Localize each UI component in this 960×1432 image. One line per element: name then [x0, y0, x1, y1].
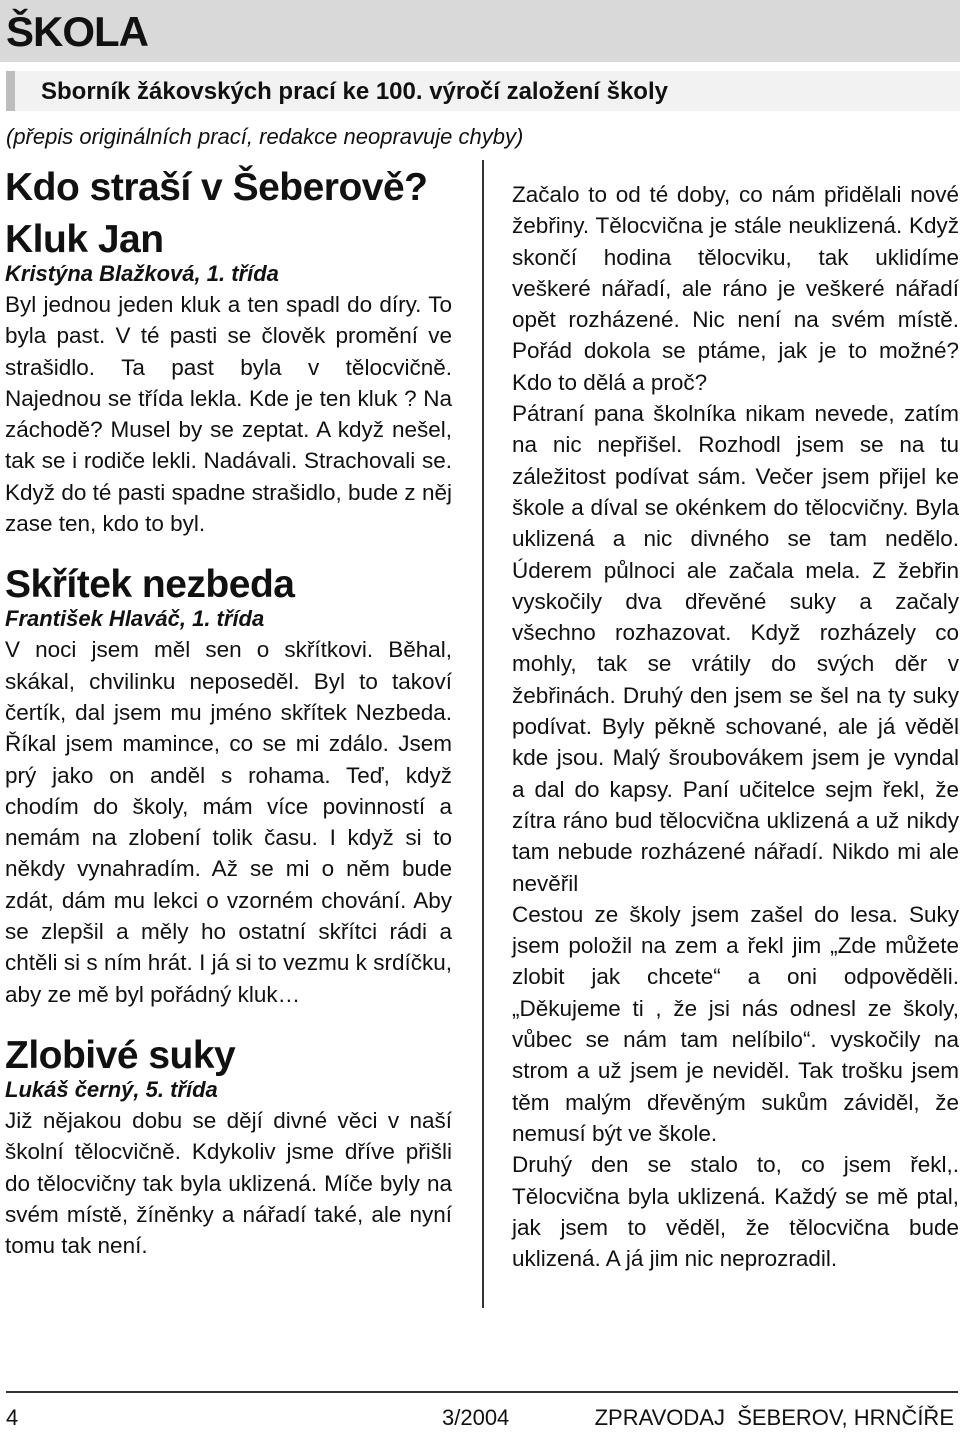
article-title-kluk-jan: Kluk Jan: [5, 218, 164, 261]
footer-rule: [6, 1391, 958, 1393]
subtitle: Sborník žákovských prací ke 100. výročí založení školy: [41, 78, 668, 105]
paragraph: Pátraní pana školníka nikam nevede, zatím na nic nepřišel. Rozhodl jsem se na tu záležitost podívat sám. Večer jsem přijel ke škole a díval se okénkem do tělocvičny. Byla uklizená a nic divného se tam nedělo. Úderem půlnoci ale začala mela. Z žebřin vyskočily dva dřevěné suky a začaly všechno rozhazovat. Když rozházely co mohly, tak se vrátily do svých děr v žebřinách. Druhý den jsem se šel na ty suky podívat. Byly pěkně schované, ale já věděl kde jsou. Malý šroubovákem jsem je vyndal a dal do kapsy. Paní učitelce sejm řekl, že zítra ráno bud tělocvična uklizená a už nikdy tam nebude rozházené nářadí. Nikdo mi ale nevěřil: [512, 401, 959, 896]
section-header: [0, 0, 960, 62]
paragraph: Začalo to od té doby, co nám přidělali nové žebřiny. Tělocvična je stále neuklizená. Když skončí hodina tělocviku, tak uklidíme veškeré nářadí, ale ráno je veškeré nářadí opět rozházené. Nic není na svém místě. Pořád dokola se ptáme, jak je to možné? Kdo to dělá a proč?: [512, 182, 959, 395]
article-body: Byl jednou jeden kluk a ten spadl do díry. To byla past. V té pasti se člověk promění ve strašidlo. Ta past byla v tělocvičně. Najednou se třída lekla. Kde je ten kluk ? Na záchodě? Musel by se zeptat. A když nešel, tak se i rodiče lekli. Nadávali. Strachovali se. Když do té pasti spadne strašidlo, bude z něj zase ten, kdo to byl.: [5, 292, 452, 537]
paragraph: Druhý den se stalo to, co jsem řekl,. Tělocvična byla uklizená. Každý se mě ptal, jak jsem to věděl, že tělocvična bude uklizená. A já jim nic neprozradil.: [512, 1152, 959, 1272]
article-author: Lukáš černý, 5. třída: [5, 1076, 218, 1102]
article-title-skritek: Skřítek nezbeda: [5, 563, 295, 607]
article-title-zlobive-suky: Zlobivé suky: [5, 1033, 236, 1077]
article-author: Kristýna Blažková, 1. třída: [5, 261, 279, 286]
main-title: Kdo straší v Šeberově?: [5, 166, 428, 209]
issue-number: 3/2004: [442, 1405, 510, 1430]
editorial-note: (přepis originálních prací, redakce neopravuje chyby): [6, 124, 524, 149]
column-divider: [482, 160, 484, 1308]
subtitle-bar: [6, 71, 960, 111]
right-column: [512, 179, 959, 1274]
article-body: V noci jsem měl sen o skřítkovi. Běhal, skákal, chvilinku neposeděl. Byl to takoví čertík, dal jsem mu jméno skřítek Nezbeda. Říkal jsem mamince, co se mi zdálo. Jsem prý jako on anděl s rohama. Teď, když chodím do školy, mám více povinností a nemám na zlobení tolik času. I když si to někdy vynahradím. Až se mi o něm bude zdát, dám mu lekci o vzorném chování. Aby se zlepšil a měly ho ostatní skřítci rádi a chtěli si s ním hrát. I já si to vezmu k srdíčku, aby ze mě byl pořádný kluk…: [5, 637, 452, 1007]
article-author: František Hlaváč, 1. třída: [5, 606, 265, 632]
section-title: ŠKOLA: [6, 8, 148, 55]
left-column: [5, 166, 452, 1261]
paragraph: Cestou ze školy jsem zašel do lesa. Suky jsem položil na zem a řekl jim „Zde můžete zlobit jak chcete“ a oni odpověděli. „Děkujeme ti , že jsi nás odnesl ze školy, vůbec se nám tam nelíbilo“. vyskočily na strom a už jsem je neviděl. Tak trošku jsem těm malým dřevěným sukům záviděl, že nemusí být ve škole.: [512, 901, 959, 1146]
publication-name: ZPRAVODAJ ŠEBEROV, HRNČÍŘE: [594, 1405, 954, 1430]
page-number: 4: [6, 1405, 19, 1430]
article-body: Již nějakou dobu se dějí divné věci v naší školní tělocvičně. Kdykoliv jsme dříve přišli do tělocvičny tak byla uklizená. Míče byly na svém místě, žíněnky a nářadí také, ale nyní tomu tak není.: [5, 1107, 452, 1259]
